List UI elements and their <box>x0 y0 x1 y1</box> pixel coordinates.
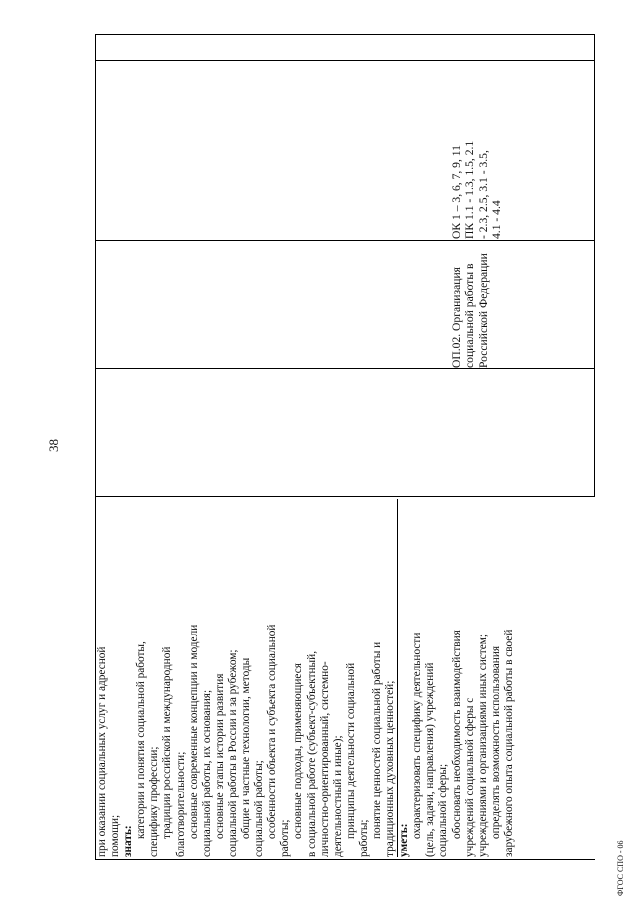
text-line: основные этапы истории развития <box>213 673 226 839</box>
empty-cell <box>96 61 595 241</box>
text-line: основные подходы, применяющиеся <box>292 663 305 839</box>
text-line: социальной сферы; <box>437 763 450 857</box>
text-line: понятие ценностей социальной работы и <box>370 641 383 839</box>
text-line: при оказании социальных услуг и адресной <box>96 646 108 857</box>
text-line: работы; <box>357 819 370 857</box>
text-line: обосновать необходимость взаимодействия <box>450 630 463 839</box>
text-line: деятельностный и иные); <box>331 735 344 857</box>
text-line: охарактеризовать специфику деятельности <box>411 632 424 839</box>
text-line: помощи; <box>109 814 122 857</box>
text-line: социальной работы в России и за рубежом; <box>226 649 239 857</box>
text-line: особенности объекта и субъекта социальной <box>266 624 279 839</box>
text-line: традиционных духовных ценностей; <box>384 680 397 857</box>
competencies-codes: ОК 1 – 3, 6, 7, 9, 11 ПК 1.1 - 1.3, 1.5, 2.1 - 2.3, 2.5, 3.1 - 3.5, 4.1 - 4.4 <box>450 140 504 239</box>
content-cell <box>96 497 595 860</box>
section-heading-know: знать: <box>122 825 135 857</box>
text-line: социальной работы, их основания; <box>200 689 213 857</box>
text-line: (цель, задачи, направления) учреждений <box>424 662 437 857</box>
text-line: работы; <box>279 819 292 857</box>
text-line: принципы деятельности социальной <box>344 662 357 839</box>
text-line: благотворительности; <box>174 751 187 857</box>
text-line: учреждений социальной сферы с <box>463 697 476 857</box>
rotated-table-wrapper <box>95 35 595 860</box>
footer-code: ФГОС СПО - 06 <box>616 840 625 896</box>
text-line: традиции российской и международной <box>161 646 174 839</box>
text-line: специфику профессии; <box>148 746 161 857</box>
text-line: в социальной работе (субъект-субъектный, <box>305 650 318 857</box>
curriculum-table <box>95 34 595 860</box>
text-line: категории и понятия социальной работы, <box>135 641 148 839</box>
text-line: социальной работы; <box>253 760 266 857</box>
text-line: основные современные концепции и модели <box>187 624 200 839</box>
section-heading-can: уметь: <box>398 823 411 857</box>
empty-narrow-cell <box>96 35 595 61</box>
hours-cell-2 <box>96 241 595 369</box>
content-block-knowledge <box>96 499 397 857</box>
content-block-skills <box>397 499 516 857</box>
discipline-name: ОП.02. Организация социальной работы в Российской Федерации <box>450 253 490 368</box>
text-line: общие и частные технологии, методы <box>240 657 253 839</box>
text-line: личностно-ориентированный, системно- <box>318 661 331 857</box>
text-line: учреждениями и организациями иных систем; <box>476 633 489 857</box>
text-line: определять возможность использования <box>489 645 502 839</box>
text-line: зарубежного опыта социальной работы в своей <box>502 629 515 857</box>
hours-cell <box>96 369 595 497</box>
table-row <box>96 35 595 860</box>
page-number: 38 <box>46 439 61 452</box>
